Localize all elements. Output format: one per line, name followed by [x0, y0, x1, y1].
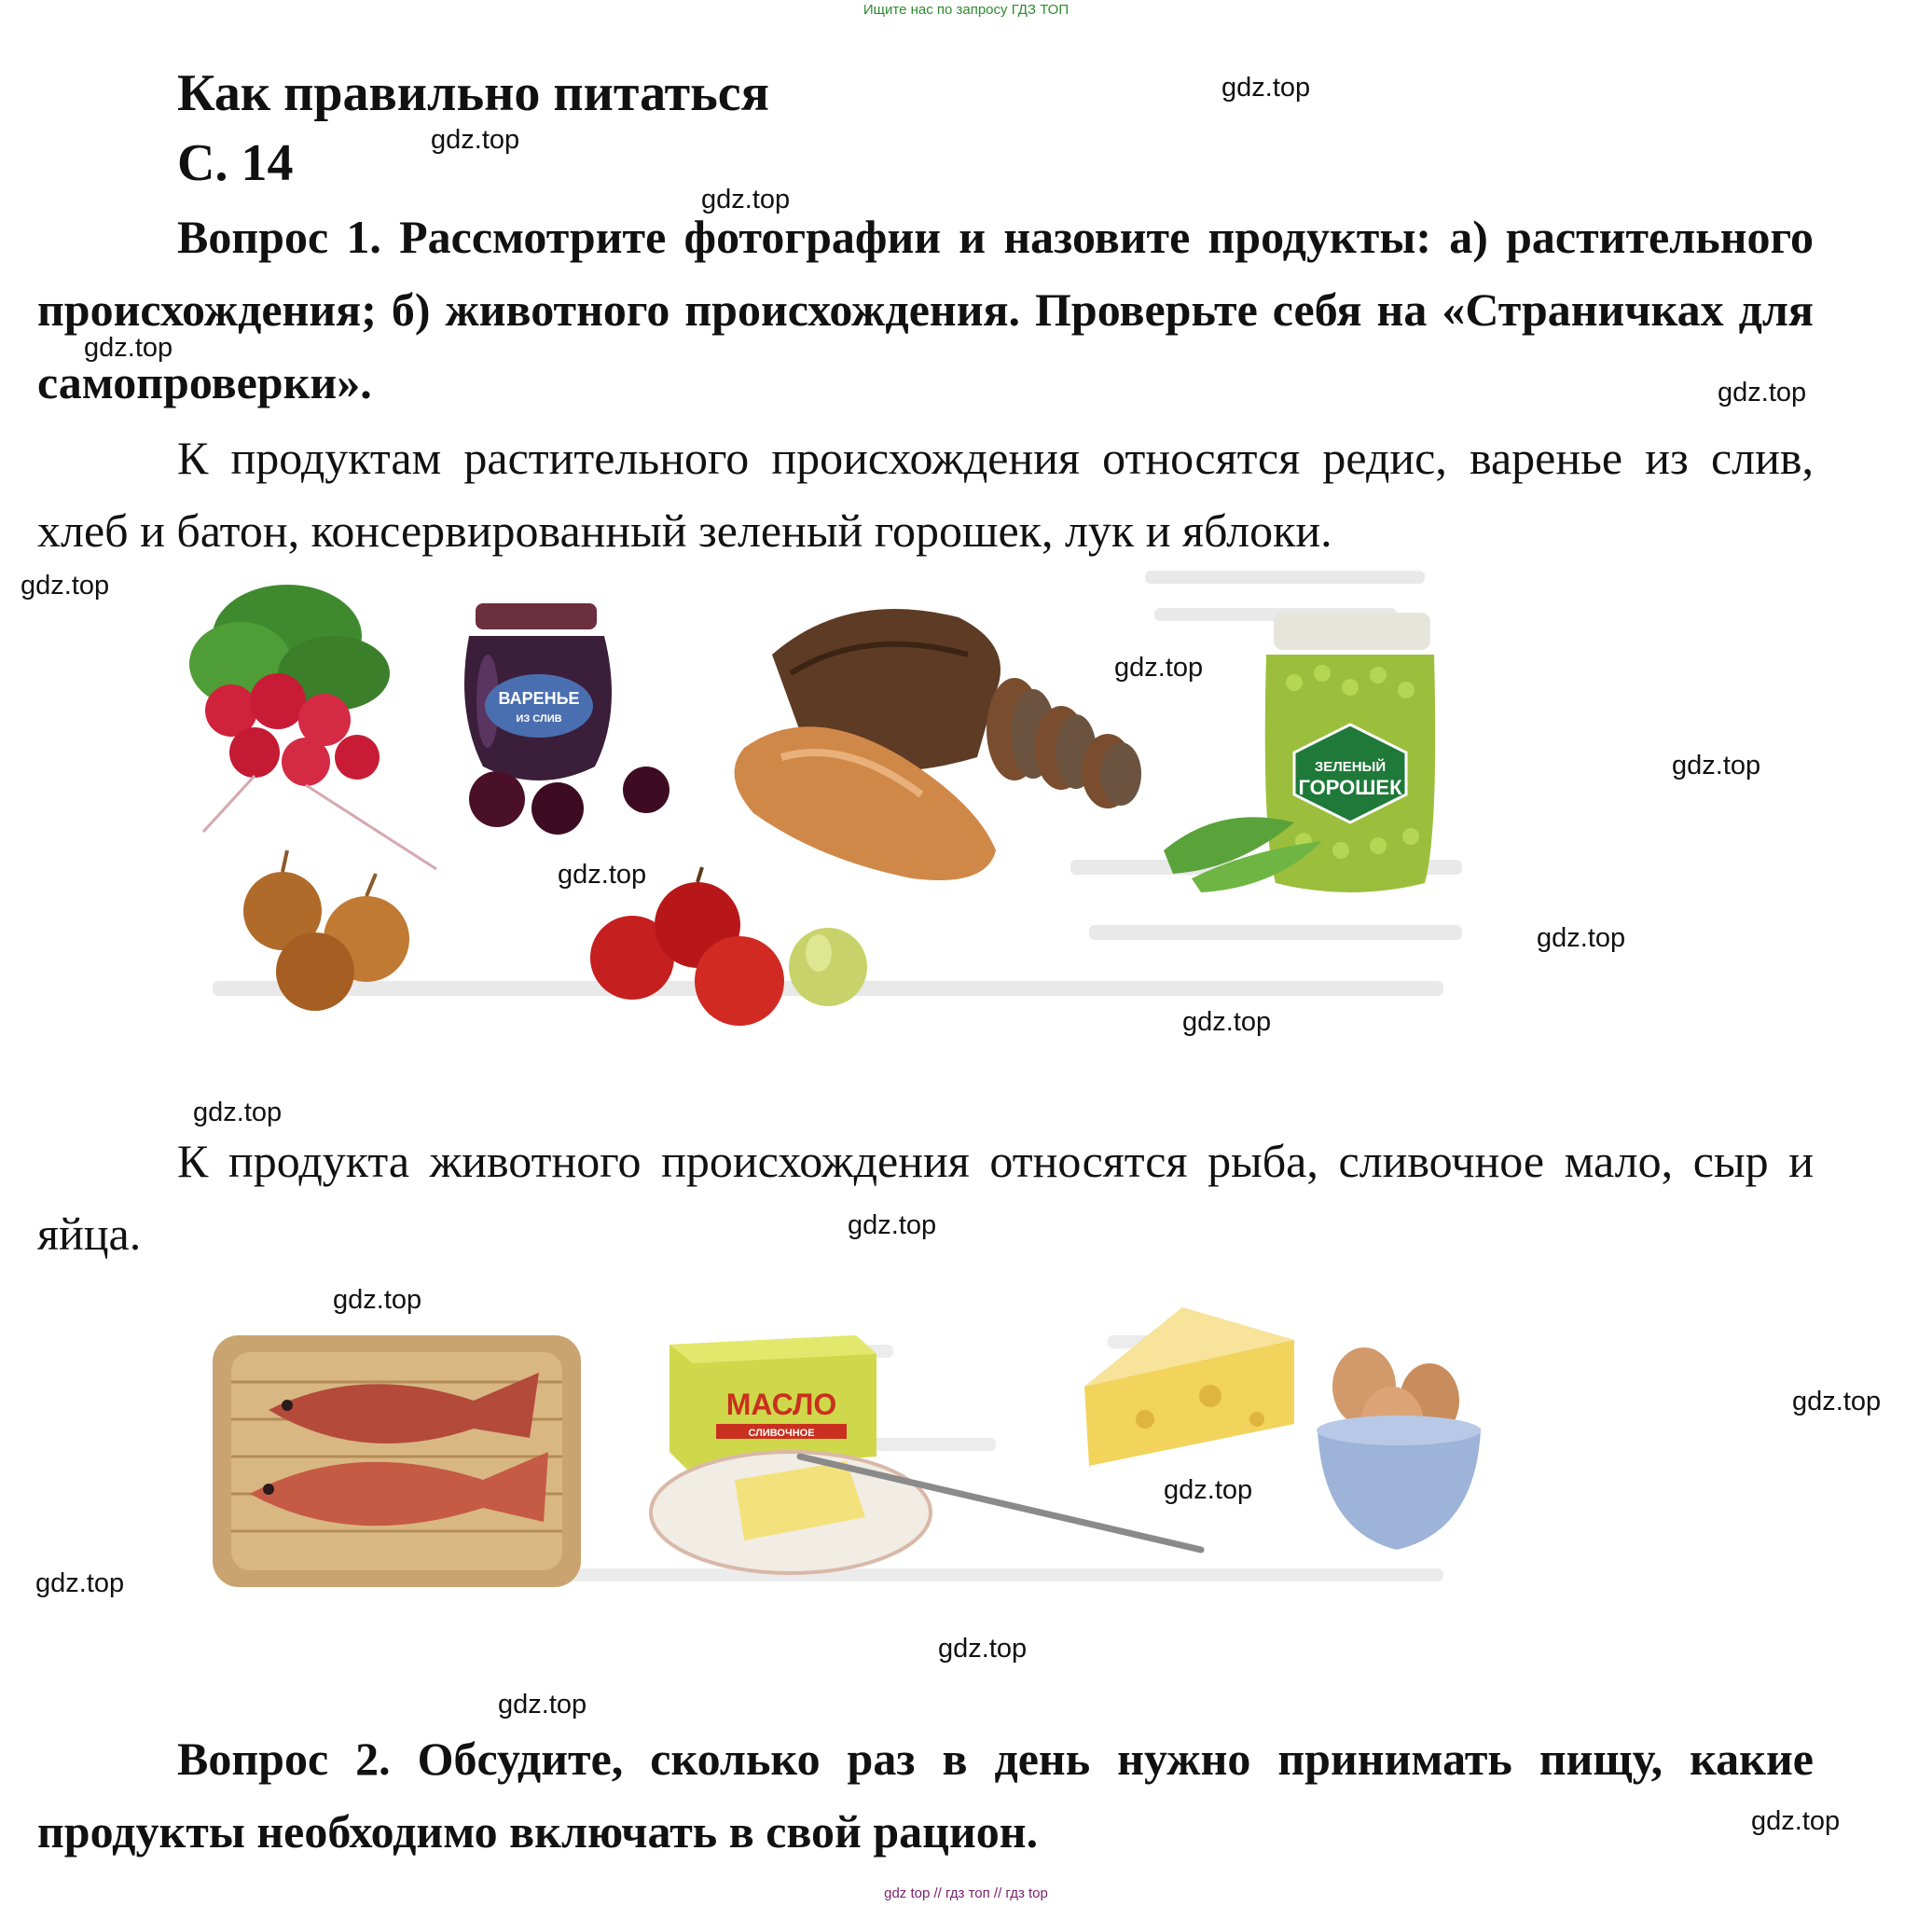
svg-text:ИЗ СЛИВ: ИЗ СЛИВ — [516, 713, 562, 725]
watermark: gdz.top — [701, 185, 791, 214]
watermark: gdz.top — [1718, 378, 1807, 407]
watermark: gdz.top — [1537, 923, 1626, 953]
watermark: gdz.top — [333, 1285, 422, 1315]
page-reference: С. 14 — [177, 134, 294, 192]
top-banner[interactable]: Ищите нас по запросу ГДЗ ТОП — [862, 2, 1070, 18]
bottom-banner[interactable]: gdz top // гдз топ // гдз top — [884, 1885, 1048, 1901]
watermark: gdz.top — [193, 1098, 283, 1127]
watermark: gdz.top — [1672, 751, 1761, 780]
watermark: gdz.top — [21, 571, 110, 601]
watermark: gdz.top — [1182, 1007, 1272, 1037]
page-title: Как правильно питаться — [177, 64, 769, 122]
question-1: Вопрос 1. Рассмотрите фотографии и назовите продукты: а) растительного происхождения; б) животного происхождения. Проверьте себя на «Страничках для самопроверки». — [37, 211, 1814, 408]
watermark: gdz.top — [1792, 1387, 1882, 1416]
answer-animal-products: К продукта животного происхождения относятся рыба, сливочное мало, сыр и яйца. — [37, 1135, 1814, 1260]
watermark: gdz.top — [35, 1568, 125, 1598]
watermark: gdz.top — [1164, 1475, 1253, 1505]
watermark: gdz.top — [84, 333, 173, 363]
peas-label: ЗЕЛЕНЫЙ — [1314, 759, 1387, 775]
watermark: gdz.top — [1114, 653, 1204, 683]
watermark: gdz.top — [431, 125, 520, 155]
plant-products-photo — [175, 571, 1481, 1044]
fish-icon — [213, 1335, 581, 1587]
butter-label: МАСЛО — [725, 1388, 837, 1421]
svg-text:ГОРОШЕК: ГОРОШЕК — [1298, 776, 1402, 799]
watermark: gdz.top — [1751, 1806, 1841, 1836]
watermark: gdz.top — [848, 1210, 937, 1240]
svg-text:СЛИВОЧНОЕ: СЛИВОЧНОЕ — [748, 1428, 815, 1439]
watermark: gdz.top — [938, 1634, 1028, 1664]
jam-label: ВАРЕНЬЕ — [498, 689, 580, 708]
watermark: gdz.top — [498, 1690, 587, 1720]
answer-plant-products: К продуктам растительного происхождения относятся редис, варенье из слив, хлеб и батон, консервированный зеленый горошек, лук и яблоки. — [37, 432, 1814, 557]
watermark: gdz.top — [558, 860, 647, 890]
watermark: gdz.top — [1221, 73, 1311, 103]
animal-products-photo — [175, 1270, 1509, 1638]
question-2: Вопрос 2. Обсудите, сколько раз в день нужно принимать пищу, какие продукты необходимо включать в свой рацион. — [37, 1733, 1814, 1858]
